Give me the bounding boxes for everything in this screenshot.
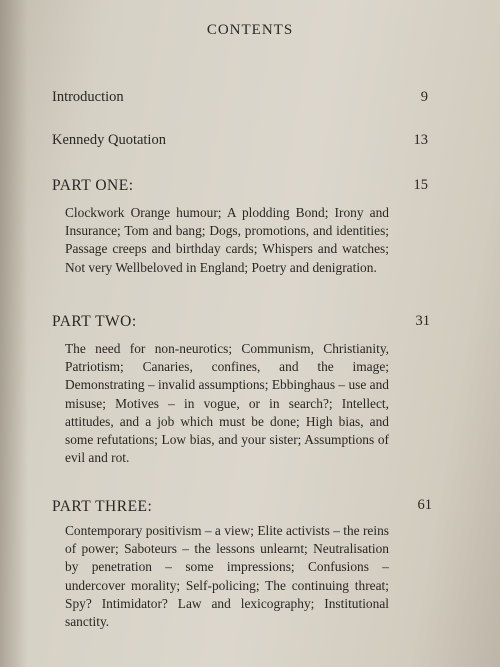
toc-page-kennedy-quotation: 13 xyxy=(413,132,428,148)
part-two-page: 31 xyxy=(415,313,430,329)
part-two-heading: PART TWO: xyxy=(52,313,137,330)
toc-entry-introduction: Introduction xyxy=(52,89,124,105)
part-three-description: Contemporary positivism – a view; Elite activists – the reins of power; Saboteurs – the lessons unlearnt; Neutralisation by penetration – some impressions; Confusions – undercover morality; Self-policing; The continuing threat; Spy? Intimidator? Law and lexicography; Institutional sanctity. xyxy=(65,523,389,630)
page-title: CONTENTS xyxy=(206,22,294,38)
page-gutter-shadow xyxy=(0,0,28,667)
part-three-page: 61 xyxy=(417,497,432,513)
part-one-description: Clockwork Orange humour; A plodding Bond; Irony and Insurance; Tom and bang; Dogs, promotions, and identities; Passage creeps and birthday cards; Whispers and watches; Not very Wellbeloved in England; Poetry and denigration. xyxy=(65,205,389,275)
part-three-heading: PART THREE: xyxy=(52,498,153,515)
part-one-page: 15 xyxy=(413,177,428,193)
part-two-description: The need for non-neurotics; Communism, Christianity, Patriotism; Canaries, confines, and the image; Demonstrating – invalid assumptions; Ebbinghaus – use and misuse; Motives – in vogue, or in search?; Intellect, attitudes, and a job which must be done; High bias, and some refutations; Low bias, and your sister; Assumptions of evil and rot. xyxy=(65,341,389,466)
part-one-heading: PART ONE: xyxy=(52,177,134,194)
toc-entry-kennedy-quotation: Kennedy Quotation xyxy=(52,132,166,148)
toc-page-introduction: 9 xyxy=(420,89,428,105)
